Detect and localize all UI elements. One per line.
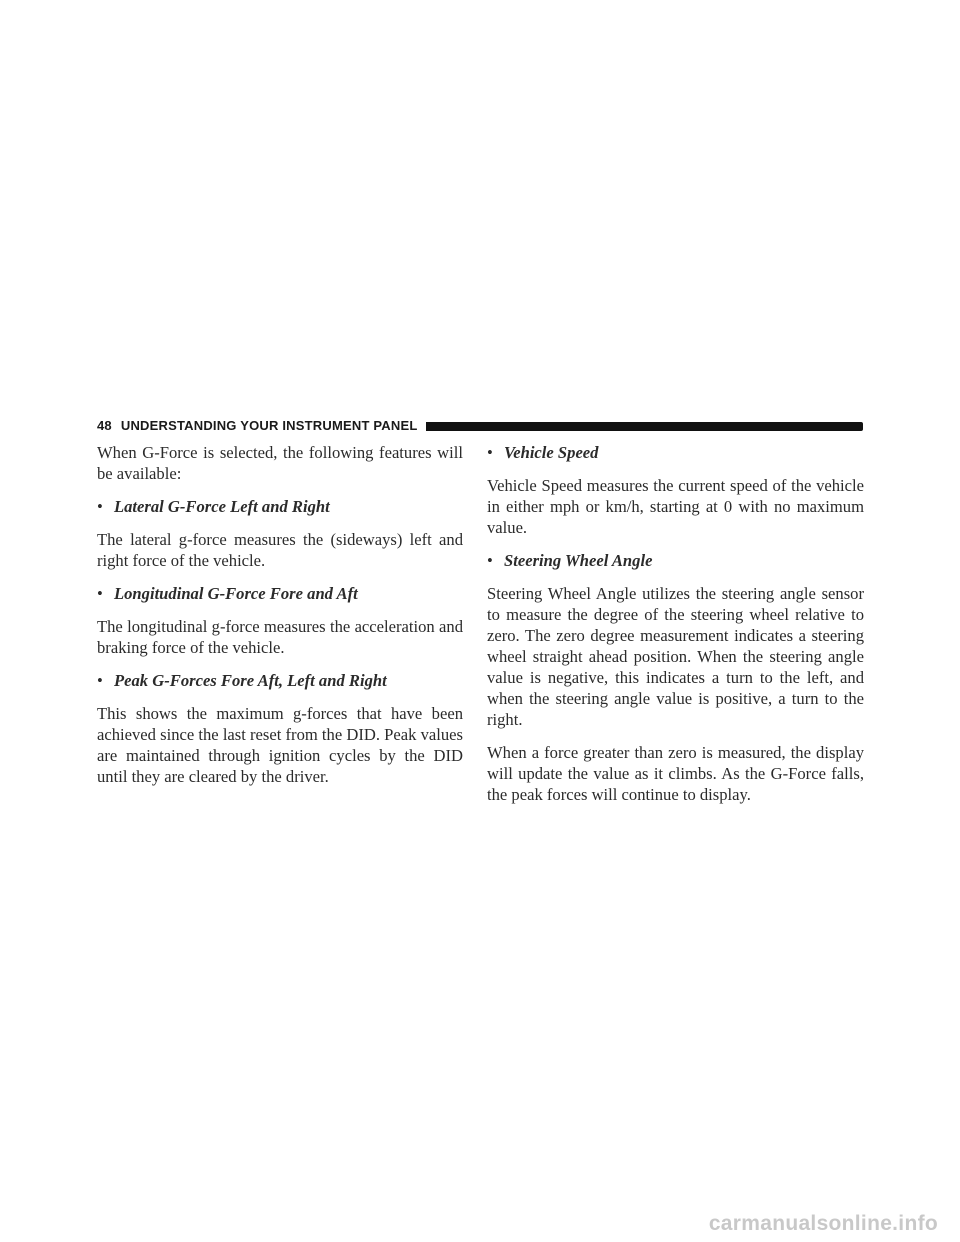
vehicle-speed-paragraph: Vehicle Speed measures the current speed of the vehicle in either mph or km/h, starting at 0 with no maximum value. xyxy=(487,476,864,537)
bullet-steering-wheel-angle xyxy=(487,550,864,571)
bullet-lateral-g-force xyxy=(97,496,463,517)
bullet-label: Steering Wheel Angle xyxy=(504,551,653,570)
section-title: UNDERSTANDING YOUR INSTRUMENT PANEL xyxy=(120,418,418,433)
right-column xyxy=(487,442,864,817)
bullet-icon: • xyxy=(487,443,493,462)
lateral-g-force-paragraph: The lateral g-force measures the (sideways) left and right force of the vehicle. xyxy=(97,530,463,570)
force-display-paragraph: When a force greater than zero is measured, the display will update the value as it climbs. As the G-Force falls, the peak forces will continue to display. xyxy=(487,743,864,804)
intro-paragraph: When G-Force is selected, the following features will be available: xyxy=(97,443,463,483)
bullet-longitudinal-g-force xyxy=(97,583,463,604)
steering-wheel-angle-paragraph: Steering Wheel Angle utilizes the steering angle sensor to measure the degree of the steering wheel relative to zero. The zero degree measurement indicates a steering wheel straight ahead position. When the steering angle value is negative, this indicates a turn to the left, and when the steering angle value is positive, a turn to the right. xyxy=(487,584,864,729)
bullet-icon: • xyxy=(97,671,103,690)
bullet-label: Vehicle Speed xyxy=(504,443,599,462)
bullet-peak-g-forces xyxy=(97,670,463,691)
page-header xyxy=(97,418,863,434)
watermark: carmanualsonline.info xyxy=(708,1212,938,1235)
bullet-label: Peak G-Forces Fore Aft, Left and Right xyxy=(114,671,387,690)
page-number: 48 xyxy=(97,418,112,433)
bullet-label: Longitudinal G-Force Fore and Aft xyxy=(114,584,358,603)
longitudinal-g-force-paragraph: The longitudinal g-force measures the acceleration and braking force of the vehicle. xyxy=(97,617,463,657)
header-rule xyxy=(426,422,864,431)
left-column xyxy=(97,442,463,799)
bullet-icon: • xyxy=(487,551,493,570)
bullet-icon: • xyxy=(97,497,103,516)
peak-g-forces-paragraph: This shows the maximum g-forces that have been achieved since the last reset from the DID. Peak values are maintained through ignition cycles by the DID until they are cleared by the driver. xyxy=(97,704,463,786)
bullet-label: Lateral G-Force Left and Right xyxy=(114,497,330,516)
bullet-vehicle-speed xyxy=(487,442,864,463)
bullet-icon: • xyxy=(97,584,103,603)
